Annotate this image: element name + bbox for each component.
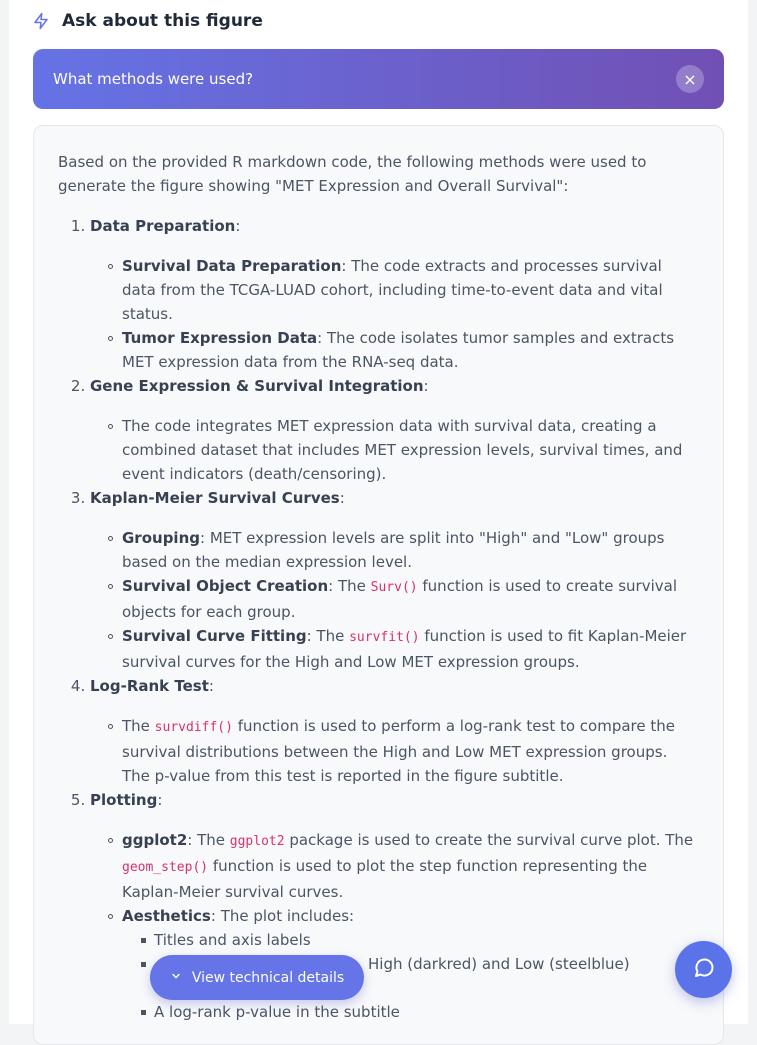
step-title: Log-Rank Test [90, 677, 209, 695]
list-item: A log-rank p-value in the subtitle [154, 1000, 699, 1024]
methods-list [58, 214, 699, 1024]
code-snippet: Surv() [370, 580, 418, 595]
answer-card [33, 125, 724, 1045]
list-item: Survival Curve Fitting: The survfit() function is used to fit Kaplan-Meier survival curves for the High and Low MET expression groups. [122, 624, 699, 674]
list-item: Tumor Expression Data: The code isolates tumor samples and extracts MET expression data from the RNA-seq data. [122, 326, 699, 374]
panel-title: Ask about this figure [62, 11, 263, 31]
list-item: Aesthetics: The plot includes: Titles and axis labels High (darkred) and Low (steelblue) A log-rank p-value in the subtitle [122, 904, 699, 1024]
method-step: 2. Gene Expression & Survival Integration: The code integrates MET expression data with survival data, creating a combined dataset that includes MET expression levels, survival times, and event indicators (death/censoring). [90, 374, 699, 486]
question-text: What methods were used? [53, 70, 254, 88]
chat-button[interactable] [675, 941, 732, 998]
chat-bubble-icon [692, 956, 716, 984]
list-item: Grouping: MET expression levels are split into "High" and "Low" groups based on the median expression level. [122, 526, 699, 574]
method-step: 5. Plotting: ggplot2: The ggplot2 package is used to create the survival curve plot. The geom_step() function is used to plot the step function representing the Kaplan-Meier survival curves. Aesthetics: The plot includes: Titles and axis labels High (darkred) and Low (steelblue) A log-rank p-value in the subtitle [90, 788, 699, 1024]
bolt-icon [32, 12, 50, 30]
code-snippet: geom_step() [122, 860, 209, 875]
panel-header [32, 6, 263, 36]
method-step: 1. Data Preparation: Survival Data Preparation: The code extracts and processes survival data from the TCGA-LUAD cohort, including time-to-event data and vital status. Tumor Expression Data: The code isolates tumor samples and extracts MET expression data from the RNA-seq data. [90, 214, 699, 374]
list-item: Titles and axis labels [154, 928, 699, 952]
code-snippet: ggplot2 [229, 834, 285, 849]
view-technical-details-label: View technical details [191, 969, 345, 986]
step-title: Plotting [90, 791, 158, 809]
list-item: High (darkred) and Low (steelblue) [154, 952, 699, 976]
close-question-button[interactable]: × [676, 65, 704, 93]
list-item: Survival Data Preparation: The code extracts and processes survival data from the TCGA-LUAD cohort, including time-to-event data and vital status. [122, 254, 699, 326]
chevron-down-icon [170, 970, 182, 986]
method-step: 4. Log-Rank Test: The survdiff() function is used to perform a log-rank test to compare the survival distributions between the High and Low MET expression groups. The p-value from this test is reported in the figure subtitle. [90, 674, 699, 788]
step-title: Data Preparation [90, 217, 236, 235]
code-snippet: survdiff() [154, 720, 233, 735]
list-item: The code integrates MET expression data with survival data, creating a combined dataset that includes MET expression levels, survival times, and event indicators (death/censoring). [122, 414, 699, 486]
step-title: Kaplan-Meier Survival Curves [90, 489, 340, 507]
code-snippet: survfit() [349, 630, 420, 645]
list-item: The survdiff() function is used to perform a log-rank test to compare the survival distributions between the High and Low MET expression groups. The p-value from this test is reported in the figure subtitle. [122, 714, 699, 788]
answer-intro: Based on the provided R markdown code, the following methods were used to generate the figure showing "MET Expression and Overall Survival": [58, 153, 647, 195]
question-bar [33, 49, 724, 109]
view-technical-details-button[interactable] [150, 955, 364, 1000]
step-title: Gene Expression & Survival Integration [90, 377, 424, 395]
list-item: Survival Object Creation: The Surv() function is used to create survival objects for each group. [122, 574, 699, 624]
method-step: 3. Kaplan-Meier Survival Curves: Grouping: MET expression levels are split into "High" and "Low" groups based on the median expression level. Survival Object Creation: The Surv() function is used to create survival objects for each group. Survival Curve Fitting: The survfit() function is used to fit Kaplan-Meier survival curves for the High and Low MET expression groups. [90, 486, 699, 674]
list-item: ggplot2: The ggplot2 package is used to create the survival curve plot. The geom_step() function is used to plot the step function representing the Kaplan-Meier survival curves. [122, 828, 699, 904]
